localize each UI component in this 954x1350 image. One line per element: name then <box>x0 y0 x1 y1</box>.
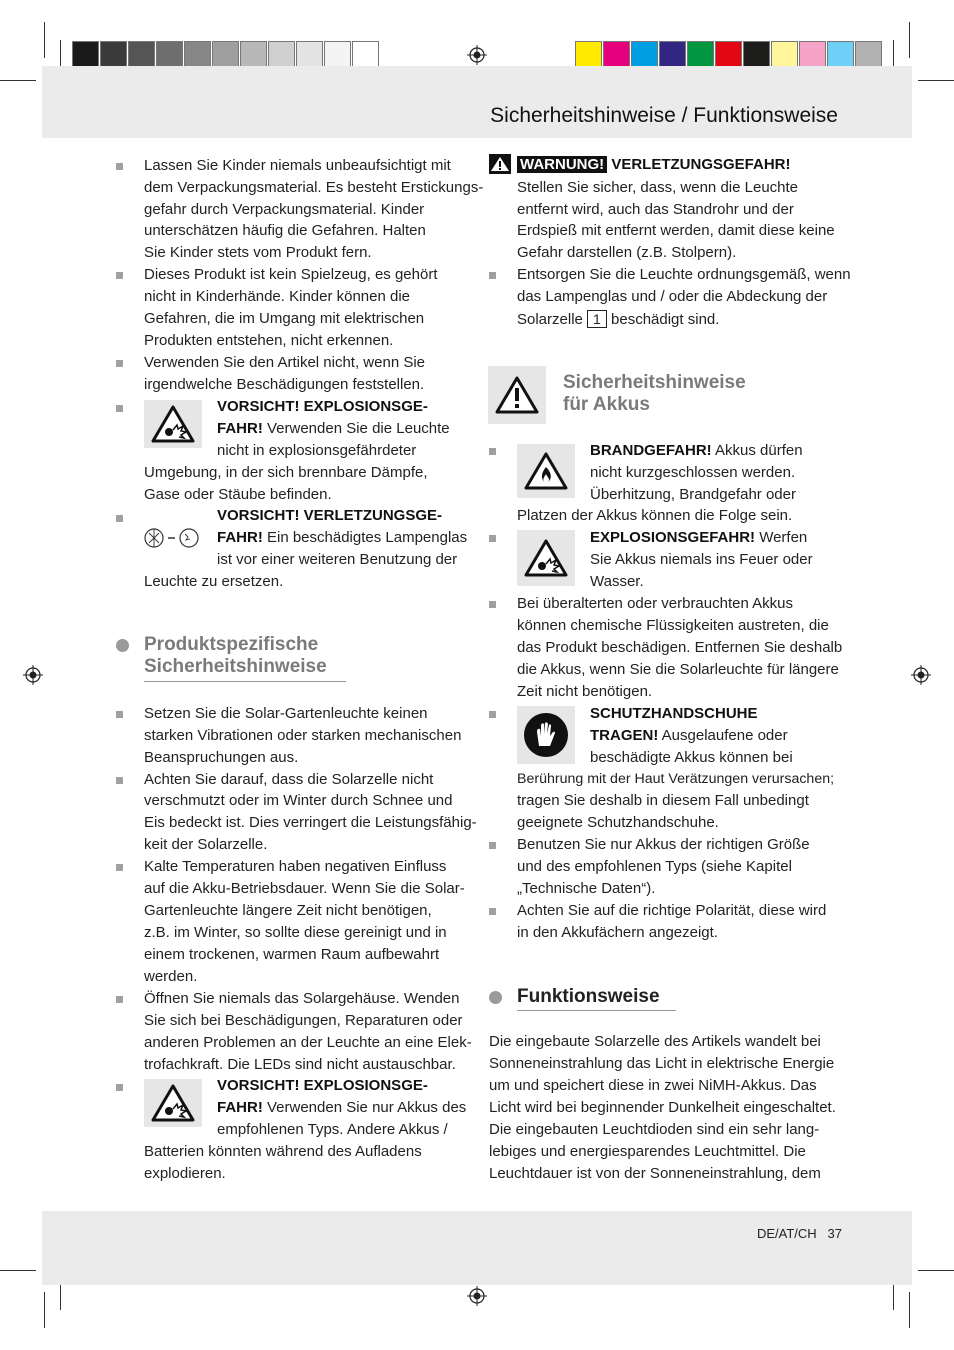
section-warning-icon <box>488 366 546 424</box>
text-line: SCHUTZHANDSCHUHE <box>590 705 758 722</box>
text-line: Dieses Produkt ist kein Spielzeug, es gehört <box>144 266 438 283</box>
text-line: geeignete Schutzhandschuhe. <box>517 814 719 831</box>
registration-mark-icon <box>467 45 487 65</box>
text-line: Zeit nicht benötigen. <box>517 683 653 700</box>
text-line: WARNUNG! VERLETZUNGSGEFAHR! <box>517 156 791 173</box>
text-line: Sie sich bei Beschädigungen, Reparaturen oder <box>144 1012 463 1029</box>
text-line: Öffnen Sie niemals das Solargehäuse. Wenden <box>144 990 460 1007</box>
text-line: Umgebung, in der sich brennbare Dämpfe, <box>144 464 428 481</box>
explosion-warning-icon <box>144 1079 202 1127</box>
color-swatch <box>352 41 379 69</box>
text-line: Benutzen Sie nur Akkus der richtigen Größe <box>517 836 810 853</box>
text-line: Kalte Temperaturen haben negativen Einfluss <box>144 858 447 875</box>
page-number: 37 <box>827 1226 842 1241</box>
text-line: Licht wird bei beginnender Dunkelheit eingeschaltet. <box>489 1099 836 1116</box>
text-line: Platzen der Akkus können die Folge sein. <box>517 507 793 524</box>
color-swatch <box>771 41 798 69</box>
color-swatch <box>184 41 211 69</box>
color-swatch-bar <box>575 41 883 69</box>
text-line: in den Akkufächern angezeigt. <box>517 924 718 941</box>
text-line: das Lampenglas und / oder die Abdeckung der <box>517 288 828 305</box>
text-line: Stellen Sie sicher, dass, wenn die Leuchte <box>517 179 799 196</box>
text-line: Beanspruchungen aus. <box>144 749 299 766</box>
text-line: VORSICHT! VERLETZUNGSGE- <box>217 507 443 524</box>
bullet <box>116 405 123 412</box>
color-swatch <box>268 41 295 69</box>
registration-mark-icon <box>23 665 43 685</box>
color-swatch <box>715 41 742 69</box>
text-line: um und speichert diese in zwei NiMH-Akkus. Das <box>489 1077 817 1094</box>
text-line: Gefahr darstellen (z.B. Stolpern). <box>517 244 737 261</box>
color-swatch <box>240 41 267 69</box>
text-line: verschmutzt oder im Winter durch Schnee und <box>144 792 453 809</box>
bullet <box>116 864 123 871</box>
text-line: Setzen Sie die Solar-Gartenleuchte keinen <box>144 705 428 722</box>
text-line: anderen Problemen an der Leuchte an eine Elek- <box>144 1034 472 1051</box>
text-line: Eis bedeckt ist. Dies verringert die Leistungsfähig- <box>144 814 477 831</box>
text-line: ist vor einer weiteren Benutzung der <box>217 551 458 568</box>
section-heading-line: Sicherheitshinweise <box>563 372 746 393</box>
text-line: Leuchtdauer ist von der Sonneneinstrahlung, dem <box>489 1165 821 1182</box>
text-line: Verwenden Sie den Artikel nicht, wenn Sie <box>144 354 426 371</box>
text-line: auf die Akku-Betriebsdauer. Wenn Sie die Solar- <box>144 880 465 897</box>
text-line: Die eingebaute Solarzelle des Artikels wandelt bei <box>489 1033 821 1050</box>
text-line: FAHR! Ein beschädigtes Lampenglas <box>217 529 468 546</box>
crop-mark <box>893 1283 894 1310</box>
broken-glass-replace-icon <box>144 526 202 550</box>
color-swatch <box>575 41 602 69</box>
color-swatch <box>687 41 714 69</box>
text-line: VORSICHT! EXPLOSIONSGE- <box>217 1077 428 1094</box>
text-line: starken Vibrationen oder starken mechanischen <box>144 727 462 744</box>
bullet <box>489 711 496 718</box>
color-swatch <box>212 41 239 69</box>
text-line: können chemische Flüssigkeiten austreten, die <box>517 617 829 634</box>
crop-mark <box>918 80 954 81</box>
crop-mark <box>893 40 894 67</box>
warning-triangle-icon <box>489 154 511 174</box>
bullet <box>489 601 496 608</box>
color-swatch <box>156 41 183 69</box>
text-line: Achten Sie auf die richtige Polarität, diese wird <box>517 902 827 919</box>
bullet <box>116 272 123 279</box>
text-line: keit der Solarzelle. <box>144 836 268 853</box>
color-swatch <box>72 41 99 69</box>
bullet <box>489 272 496 279</box>
text-line: Die eingebauten Leuchtdioden sind ein sehr lang- <box>489 1121 820 1138</box>
text-line: Gefahren, die im Umgang mit elektrischen <box>144 310 425 327</box>
explosion-warning-icon <box>517 530 575 586</box>
section-underline <box>144 681 346 682</box>
text-line: lebiges und energiesparendes Leuchtmittel. Die <box>489 1143 806 1160</box>
registration-mark-icon <box>911 665 931 685</box>
section-bullet-dot <box>489 991 502 1004</box>
color-swatch <box>128 41 155 69</box>
section-bullet-dot <box>116 639 129 652</box>
bullet <box>116 711 123 718</box>
text-line: einem trockenen, warmen Raum aufbewahrt <box>144 946 440 963</box>
warning-label: WARNUNG! <box>517 156 607 173</box>
text-line: VORSICHT! EXPLOSIONSGE- <box>217 398 428 415</box>
text-line: Erdspieß mit entfernt werden, damit diese keine <box>517 222 835 239</box>
text-line: FAHR! Verwenden Sie die Leuchte <box>217 420 450 437</box>
text-line: empfohlenen Typs. Andere Akkus / <box>217 1121 448 1138</box>
registration-mark-icon <box>467 1286 487 1306</box>
text-line: Solarzelle 1 beschädigt sind. <box>517 311 720 328</box>
crop-mark <box>909 1292 910 1328</box>
text-line: Sonneneinstrahlung das Licht in elektrische Energie <box>489 1055 835 1072</box>
crop-mark <box>60 1283 61 1310</box>
section-underline <box>517 1010 676 1011</box>
text-line: entfernt wird, auch das Standrohr und der <box>517 201 794 218</box>
text-line: Sie Akkus niemals ins Feuer oder <box>590 551 813 568</box>
text-line: Sie Kinder stets vom Produkt fern. <box>144 244 372 261</box>
color-swatch <box>296 41 323 69</box>
section-heading-product-safety <box>144 634 327 678</box>
text-line: nicht kurzgeschlossen werden. <box>590 464 796 481</box>
bullet <box>116 515 123 522</box>
text-line: Batterien könnten während des Aufladens <box>144 1143 422 1160</box>
crop-mark <box>60 40 61 67</box>
bullet <box>489 448 496 455</box>
locale-label: DE/AT/CH <box>756 1226 817 1241</box>
section-heading-function: Funktionsweise <box>517 986 660 1007</box>
color-swatch <box>603 41 630 69</box>
part-number-box: 1 <box>587 310 607 328</box>
bullet <box>116 360 123 367</box>
text-line: „Technische Daten“). <box>517 880 656 897</box>
text-line: werden. <box>144 968 198 985</box>
explosion-warning-icon <box>144 400 202 448</box>
text-line: irgendwelche Beschädigungen feststellen. <box>144 376 425 393</box>
page-title: Sicherheitshinweise / Funktionsweise <box>490 104 838 127</box>
text-line: die Akkus, wenn Sie die Solarleuchte für längere <box>517 661 839 678</box>
text-line: Gartenleuchte längere Zeit nicht benötigen, <box>144 902 432 919</box>
color-swatch <box>631 41 658 69</box>
bullet <box>116 163 123 170</box>
text-line: Überhitzung, Brandgefahr oder <box>590 486 796 503</box>
footer-band <box>42 1211 912 1285</box>
text-line: und des empfohlenen Typs (siehe Kapitel <box>517 858 792 875</box>
text-line: unterschätzen häufig die Gefahren. Halten <box>144 222 426 239</box>
text-line: BRANDGEFAHR! Akkus dürfen <box>590 442 803 459</box>
page-footer <box>757 1226 842 1241</box>
text-line: tragen Sie deshalb in diesem Fall unbedingt <box>517 792 809 809</box>
text-line: Bei überalterten oder verbrauchten Akkus <box>517 595 793 612</box>
text-line: Leuchte zu ersetzen. <box>144 573 284 590</box>
text-line: gefahr durch Verpackungsmaterial. Kinder <box>144 201 425 218</box>
text-line: Wasser. <box>590 573 644 590</box>
crop-mark <box>44 1292 45 1328</box>
gloves-mandatory-icon <box>517 706 575 764</box>
text-line: Achten Sie darauf, dass die Solarzelle nicht <box>144 771 434 788</box>
bullet <box>489 908 496 915</box>
text-line: beschädigte Akkus können bei <box>590 749 793 766</box>
bullet <box>116 777 123 784</box>
bullet <box>116 996 123 1003</box>
bullet <box>489 842 496 849</box>
text-line: Produkten entstehen, nicht erkennen. <box>144 332 394 349</box>
crop-mark <box>918 1270 954 1271</box>
color-swatch <box>659 41 686 69</box>
text-line: Gase oder Stäube befinden. <box>144 486 332 503</box>
color-swatch <box>799 41 826 69</box>
crop-mark <box>909 22 910 58</box>
section-heading-line: Produktspezifische <box>144 634 319 655</box>
text-line: FAHR! Verwenden Sie nur Akkus des <box>217 1099 467 1116</box>
bullet <box>116 1084 123 1091</box>
text-line: TRAGEN! Ausgelaufene oder <box>590 727 788 744</box>
text-line: das Produkt beschädigen. Entfernen Sie deshalb <box>517 639 843 656</box>
text-line: explodieren. <box>144 1165 226 1182</box>
text-line: nicht in Kinderhände. Kinder können die <box>144 288 411 305</box>
section-heading-line: Sicherheitshinweise <box>144 656 327 677</box>
gray-swatch-bar <box>72 41 380 69</box>
color-swatch <box>324 41 351 69</box>
text-line: z.B. im Winter, so sollte diese gereinigt und in <box>144 924 447 941</box>
text-line: dem Verpackungsmaterial. Es besteht Erstickungs- <box>144 179 484 196</box>
fire-warning-icon <box>517 444 575 498</box>
text-line: Lassen Sie Kinder niemals unbeaufsichtigt mit <box>144 157 451 174</box>
text-line: trofachkraft. Die LEDs sind nicht austauschbar. <box>144 1056 456 1073</box>
color-swatch <box>827 41 854 69</box>
section-heading-line: für Akkus <box>563 394 650 415</box>
section-heading-battery-safety <box>563 372 746 416</box>
color-swatch <box>743 41 770 69</box>
crop-mark <box>0 1270 36 1271</box>
text-line: nicht in explosionsgefährdeter <box>217 442 417 459</box>
text-line: Berührung mit der Haut Verätzungen verursachen; <box>517 771 835 787</box>
crop-mark <box>44 22 45 58</box>
text-line: EXPLOSIONSGEFAHR! Werfen <box>590 529 808 546</box>
crop-mark <box>0 80 36 81</box>
text-line: Entsorgen Sie die Leuchte ordnungsgemäß, wenn <box>517 266 851 283</box>
color-swatch <box>100 41 127 69</box>
color-swatch <box>855 41 882 69</box>
bullet <box>489 535 496 542</box>
